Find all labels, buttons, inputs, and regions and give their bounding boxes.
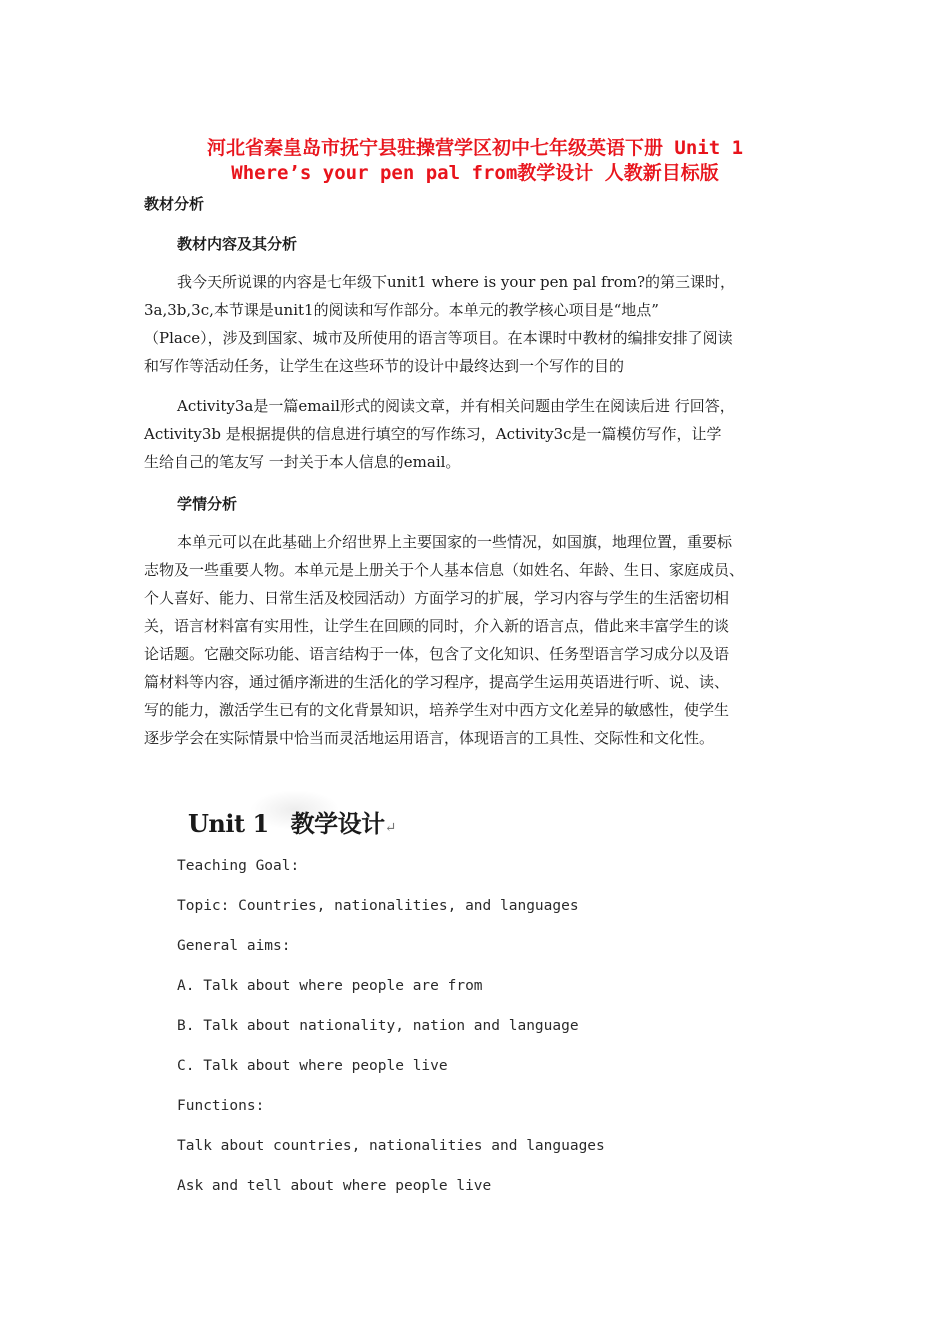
paragraph-activities (144, 392, 812, 476)
subheading-content-analysis: 教材内容及其分析 (177, 235, 298, 253)
paragraph-line: 篇材料等内容，通过循序渐进的生活化的学习程序，提高学生运用英语进行听、说、读、 (144, 673, 730, 691)
subheading-learner-analysis: 学情分析 (177, 495, 238, 513)
aim-a: A. Talk about where people are from (177, 978, 483, 994)
paragraph-line: 逐步学会在实际情景中恰当而灵活地运用语言，体现语言的工具性、交际性和文化性。 (144, 729, 715, 747)
function-line-2: Ask and tell about where people live (177, 1178, 492, 1194)
title-line-2: Where’s your pen pal from教学设计 人教新目标版 (231, 162, 719, 184)
paragraph-learner-analysis (144, 528, 812, 752)
aim-b: B. Talk about nationality, nation and language (177, 1018, 579, 1034)
paragraph-mark-icon: ↵ (384, 820, 396, 836)
paragraph-line: 关，语言材料富有实用性，让学生在回顾的同时，介入新的语言点，借此来丰富学生的谈 (144, 617, 730, 635)
paragraph-line: Activity3a是一篇email形式的阅读文章，并有相关问题由学生在阅读后进 行回答， (177, 397, 735, 415)
general-aims-label: General aims: (177, 938, 291, 954)
paragraph-line: 我今天所说课的内容是七年级下unit1 where is your pen pal from?的第三课时， (177, 273, 736, 291)
paragraph-line: 和写作等活动任务，让学生在这些环节的设计中最终达到一个写作的目的 (144, 357, 625, 375)
paragraph-line: （Place），涉及到国家、城市及所使用的语言等项目。在本课时中教材的编排安排了阅读 (144, 329, 733, 347)
paragraph-line: Activity3b 是根据提供的信息进行填空的写作练习，Activity3c是一篇模仿写作，让学 (144, 425, 722, 443)
paragraph-line: 3a,3b,3c,本节课是unit1的阅读和写作部分。本单元的教学核心项目是“地点” (144, 301, 659, 319)
paragraph-line: 论话题。它融交际功能、语言结构于一体，包含了文化知识、任务型语言学习成分以及语 (144, 645, 730, 663)
section-heading-textbook-analysis: 教材分析 (144, 195, 205, 213)
unit-heading-number: Unit 1 (188, 809, 269, 838)
paragraph-line: 本单元可以在此基础上介绍世界上主要国家的一些情况，如国旗，地理位置，重要标 (177, 533, 733, 551)
document-title (120, 136, 830, 186)
title-line-1: 河北省秦皇岛市抚宁县驻操营学区初中七年级英语下册 Unit 1 (206, 137, 744, 159)
unit-heading-cn: 教学设计 (290, 809, 385, 838)
functions-label: Functions: (177, 1098, 265, 1114)
aim-c: C. Talk about where people live (177, 1058, 448, 1074)
unit-heading (188, 804, 396, 839)
paragraph-line: 个人喜好、能力、日常生活及校园活动）方面学习的扩展，学习内容与学生的生活密切相 (144, 589, 730, 607)
paragraph-content (144, 268, 812, 380)
paragraph-line: 志物及一些重要人物。本单元是上册关于个人基本信息（如姓名、年龄、生日、家庭成员、 (144, 561, 745, 579)
paragraph-line: 生给自己的笔友写 一封关于本人信息的email。 (144, 453, 461, 471)
topic-line: Topic: Countries, nationalities, and languages (177, 898, 579, 914)
paragraph-line: 写的能力，激活学生已有的文化背景知识，培养学生对中西方文化差异的敏感性，使学生 (144, 701, 730, 719)
function-line-1: Talk about countries, nationalities and languages (177, 1138, 605, 1154)
teaching-goal-label: Teaching Goal: (177, 858, 300, 874)
